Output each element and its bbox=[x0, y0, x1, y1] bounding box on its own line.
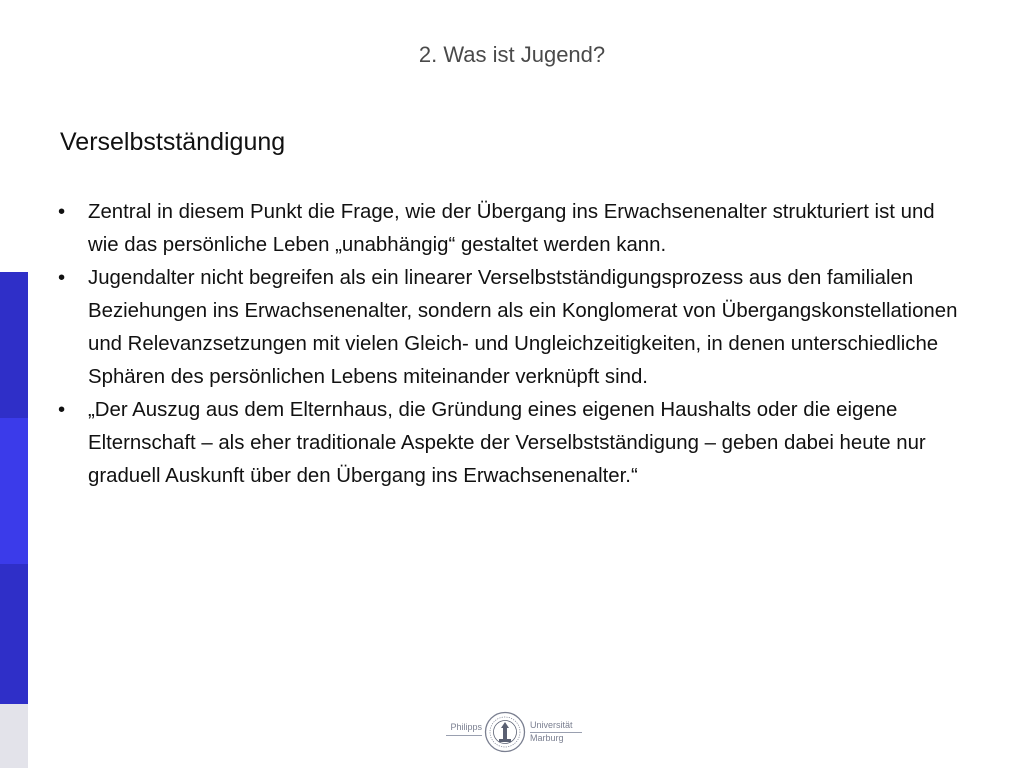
slide-heading: Verselbstständigung bbox=[60, 128, 286, 156]
bullet-icon: • bbox=[58, 201, 66, 223]
bullet-item bbox=[58, 394, 963, 493]
bullet-text: Jugendalter nicht begreifen als ein linearer Verselbstständigungsprozess aus den familialen Beziehungen ins Erwachsenenalter, sondern als ein Konglomerat von Übergangskonstellationen und Relevanzsetzungen mit vielen Gleich- und Ungleichzeitigkeiten, in denen unterschiedliche Sphären des persönlichen Lebens miteinander verknüpft sind. bbox=[88, 267, 958, 388]
left-accent-band bbox=[0, 0, 28, 768]
logo-text-marburg: Marburg bbox=[530, 733, 564, 743]
logo-text-philipps: Philipps bbox=[450, 722, 482, 732]
band-segment-light bbox=[0, 704, 28, 768]
logo-divider-right bbox=[530, 732, 582, 733]
logo-text-universitaet: Universität bbox=[530, 720, 573, 730]
bullet-icon: • bbox=[58, 399, 66, 421]
university-logo bbox=[446, 708, 594, 756]
band-segment-blank bbox=[0, 0, 28, 272]
bullet-list bbox=[58, 196, 963, 493]
bullet-item bbox=[58, 196, 963, 262]
band-segment-dark bbox=[0, 272, 28, 418]
university-seal-icon bbox=[484, 711, 526, 753]
bullet-text: „Der Auszug aus dem Elternhaus, die Gründung eines eigenen Haushalts oder die eigene Elternschaft – als eher traditionale Aspekte der Verselbstständigung – geben dabei heute nur graduell Auskunft über den Übergang ins Erwachsenenalter.“ bbox=[88, 399, 926, 487]
bullet-item bbox=[58, 262, 963, 394]
bullet-icon: • bbox=[58, 267, 66, 289]
logo-divider-left bbox=[446, 735, 482, 736]
band-segment-bright bbox=[0, 418, 28, 564]
section-title: 2. Was ist Jugend? bbox=[418, 42, 606, 67]
bullet-text: Zentral in diesem Punkt die Frage, wie der Übergang ins Erwachsenenalter strukturiert ist und wie das persönliche Leben „unabhängig“ gestaltet werden kann. bbox=[88, 201, 935, 256]
band-segment-dark bbox=[0, 564, 28, 704]
